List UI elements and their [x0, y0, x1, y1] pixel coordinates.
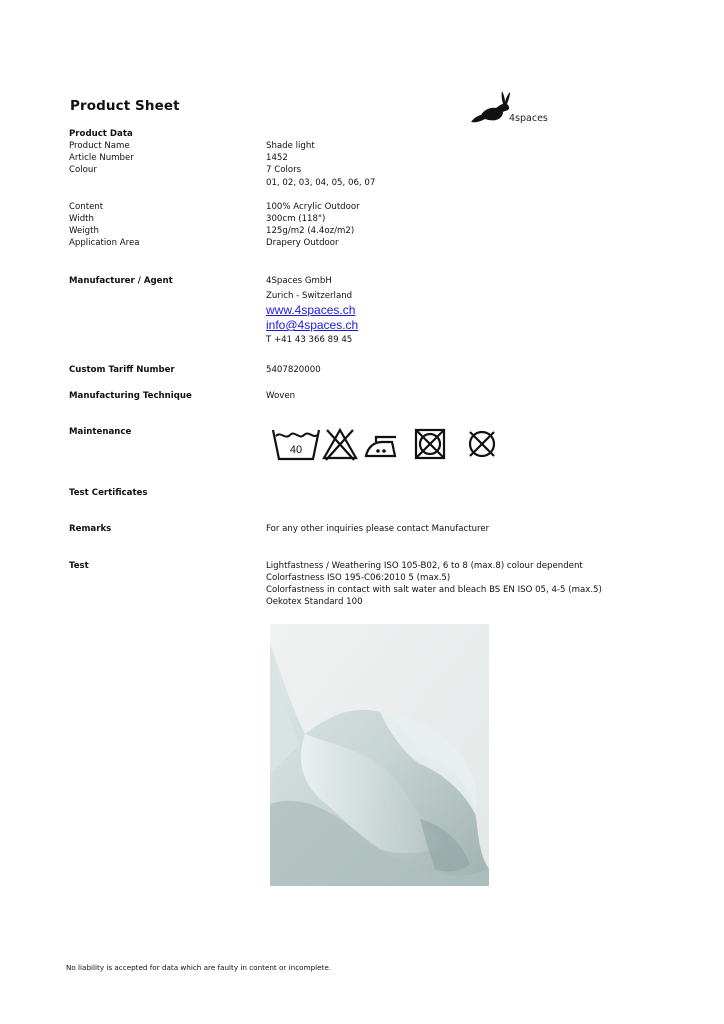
test-label: Test	[69, 561, 89, 571]
wash-temperature: 40	[289, 444, 303, 456]
fabric-photo	[270, 624, 489, 886]
no-tumble-dry-icon	[414, 428, 446, 464]
certificates-label: Test Certificates	[69, 488, 148, 498]
no-bleach-icon	[322, 427, 358, 465]
application-area-value: Drapery Outdoor	[266, 238, 339, 248]
product-data-heading: Product Data	[69, 129, 133, 139]
email-link[interactable]: info@4spaces.ch	[266, 318, 359, 332]
colour-value: 7 Colors	[266, 165, 302, 175]
content-value: 100% Acrylic Outdoor	[266, 202, 360, 212]
technique-label: Manufacturing Technique	[69, 391, 192, 401]
test-line: Oekotex Standard 100	[266, 597, 363, 607]
product-name-value: Shade light	[266, 141, 315, 151]
colour-codes-value: 01, 02, 03, 04, 05, 06, 07	[266, 178, 376, 188]
product-name-label: Product Name	[69, 141, 130, 151]
manufacturer-phone: T +41 43 366 89 45	[266, 335, 353, 345]
website-link[interactable]: www.4spaces.ch	[266, 303, 356, 317]
page-title: Product Sheet	[70, 98, 180, 114]
logo-text: 4spaces	[509, 113, 548, 124]
content-label: Content	[69, 202, 104, 212]
weight-value: 125g/m2 (4.4oz/m2)	[266, 226, 355, 236]
article-number-value: 1452	[266, 153, 288, 163]
tariff-value: 5407820000	[266, 365, 321, 375]
iron-two-dots-icon	[364, 433, 398, 463]
article-number-label: Article Number	[69, 153, 134, 163]
manufacturer-label: Manufacturer / Agent	[69, 276, 173, 286]
maintenance-label: Maintenance	[69, 427, 132, 437]
application-area-label: Application Area	[69, 238, 140, 248]
technique-value: Woven	[266, 391, 296, 401]
wash-40-icon	[271, 426, 321, 466]
test-line: Colorfastness ISO 195-C06:2010 5 (max.5)	[266, 573, 451, 583]
remarks-label: Remarks	[69, 524, 112, 534]
tariff-label: Custom Tariff Number	[69, 365, 175, 375]
manufacturer-company: 4Spaces GmbH	[266, 276, 332, 286]
test-line: Colorfastness in contact with salt water and bleach BS EN ISO 05, 4-5 (max.5)	[266, 585, 602, 595]
no-dry-clean-icon	[466, 428, 498, 464]
weight-label: Weigth	[69, 226, 99, 236]
rabbit-logo-icon	[468, 88, 512, 130]
width-value: 300cm (118")	[266, 214, 326, 224]
test-line: Lightfastness / Weathering ISO 105-B02, 6 to 8 (max.8) colour dependent	[266, 561, 583, 571]
width-label: Width	[69, 214, 94, 224]
colour-label: Colour	[69, 165, 97, 175]
liability-footer: No liability is accepted for data which are faulty in content or incomplete.	[66, 963, 332, 972]
manufacturer-city: Zurich - Switzerland	[266, 291, 353, 301]
remarks-value: For any other inquiries please contact Manufacturer	[266, 524, 490, 534]
